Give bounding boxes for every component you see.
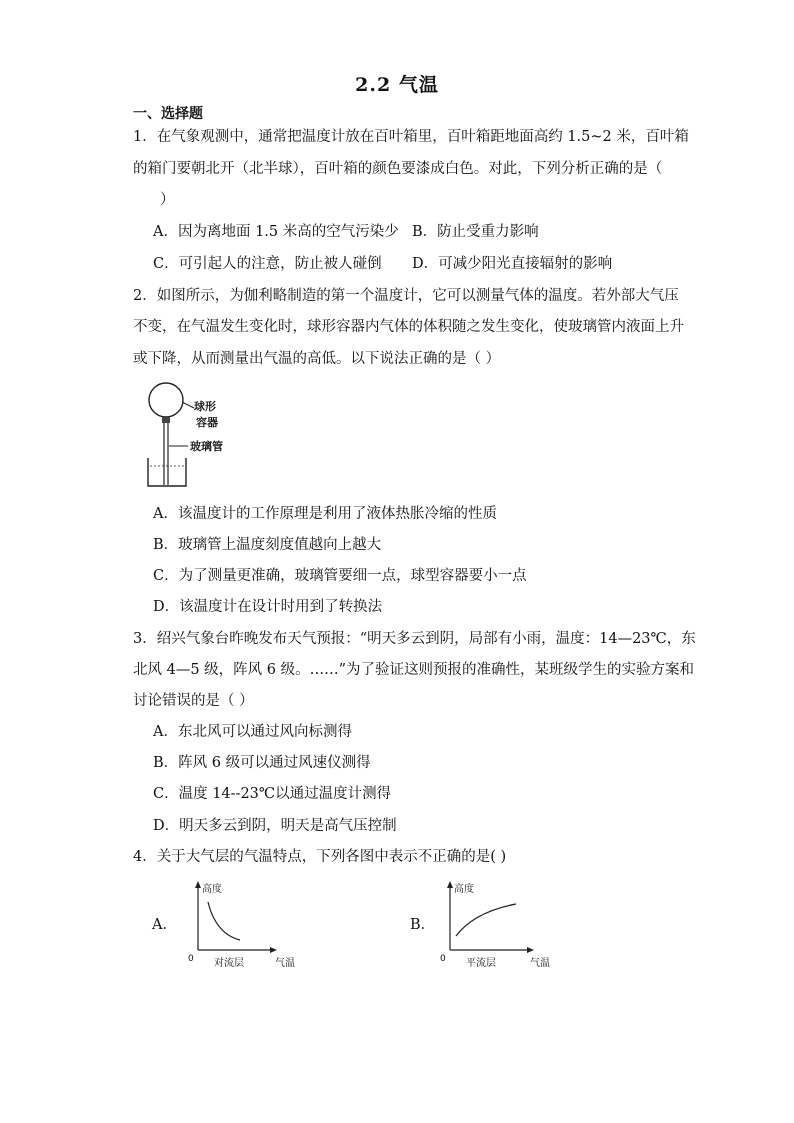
label-spherical-2: 容器 xyxy=(196,416,218,429)
bulb-stopper xyxy=(162,417,170,423)
q1-option-c: C．可引起人的注意，防止被人碰倒 xyxy=(153,256,382,272)
graph-a-ylabel: 高度 xyxy=(202,884,222,895)
q2-line-1: 2．如图所示，为伽利略制造的第一个温度计，它可以测量气体的温度。若外部大气压 xyxy=(133,288,679,304)
q4-option-a-label: A． xyxy=(152,917,177,933)
graph-a-x-arrow xyxy=(270,947,277,953)
q3-option-c: C．温度 14--23℃以通过温度计测得 xyxy=(153,786,392,802)
graph-b-caption: 平流层 xyxy=(466,958,496,969)
thermometer-figure xyxy=(138,380,248,490)
graph-b-curve xyxy=(456,904,516,936)
q1-option-b: B．防止受重力影响 xyxy=(412,224,539,240)
graph-b-xlabel: 气温 xyxy=(530,958,550,969)
section-heading: 一、选择题 xyxy=(133,106,203,122)
graph-a-origin: 0 xyxy=(188,954,194,964)
graph-a-troposphere xyxy=(182,878,302,970)
graph-b-origin: 0 xyxy=(440,954,446,964)
q2-option-d: D．该温度计在设计时用到了转换法 xyxy=(153,599,383,615)
beaker xyxy=(148,458,186,486)
graph-b-x-arrow xyxy=(527,947,534,953)
q1-option-a: A．因为离地面 1.5 米高的空气污染少 xyxy=(153,224,399,240)
q2-option-b: B．玻璃管上温度刻度值越向上越大 xyxy=(153,537,382,553)
page-title: 2.2 气温 xyxy=(355,74,439,96)
q2-option-a: A．该温度计的工作原理是利用了液体热胀冷缩的性质 xyxy=(153,506,497,522)
label-glass-tube: 玻璃管 xyxy=(190,440,223,453)
q1-line-1: 1．在气象观测中，通常把温度计放在百叶箱里，百叶箱距地面高约 1.5~2 米，百叶箱 xyxy=(133,129,689,145)
q2-line-2: 不变，在气温发生变化时，球形容器内气体的体积随之发生变化，使玻璃管内液面上升 xyxy=(133,319,684,335)
q2-line-3: 或下降，从而测量出气温的高低。以下说法正确的是（ ） xyxy=(133,351,501,367)
q3-line-1: 3．绍兴气象台昨晚发布天气预报：“明天多云到阴，局部有小雨，温度：14—23℃，东 xyxy=(133,631,696,647)
pointer-container xyxy=(182,402,194,408)
q3-line-3: 讨论错误的是（ ） xyxy=(133,693,254,709)
q4-option-b-label: B． xyxy=(410,917,436,933)
q3-line-2: 北风 4—5 级，阵风 6 级。……”为了验证这则预报的准确性，某班级学生的实验方案和 xyxy=(133,662,695,678)
graph-b-stratosphere xyxy=(434,878,559,970)
q2-option-c: C．为了测量更准确，玻璃管要细一点，球型容器要小一点 xyxy=(153,568,527,584)
graph-a-y-arrow xyxy=(195,881,201,888)
graph-a-caption: 对流层 xyxy=(214,958,244,969)
graph-b-y-arrow xyxy=(447,881,453,888)
graph-a-curve xyxy=(208,902,240,940)
graph-a-xlabel: 气温 xyxy=(275,958,295,969)
q3-option-b: B．阵风 6 级可以通过风速仪测得 xyxy=(153,755,371,771)
q3-option-a: A．东北风可以通过风向标测得 xyxy=(153,724,352,740)
q1-line-3: ） xyxy=(160,192,175,208)
q3-option-d: D．明天多云到阴，明天是高气压控制 xyxy=(153,818,397,834)
q1-option-d: D．可减少阳光直接辐射的影响 xyxy=(412,256,613,272)
q1-line-2: 的箱门要朝北开（北半球），百叶箱的颜色要漆成白色。对此，下列分析正确的是（ xyxy=(133,161,663,177)
spherical-container xyxy=(149,383,183,417)
q4-line-1: 4．关于大气层的气温特点，下列各图中表示不正确的是( ) xyxy=(133,849,507,865)
label-spherical-1: 球形 xyxy=(194,400,216,413)
graph-b-ylabel: 高度 xyxy=(454,884,474,895)
